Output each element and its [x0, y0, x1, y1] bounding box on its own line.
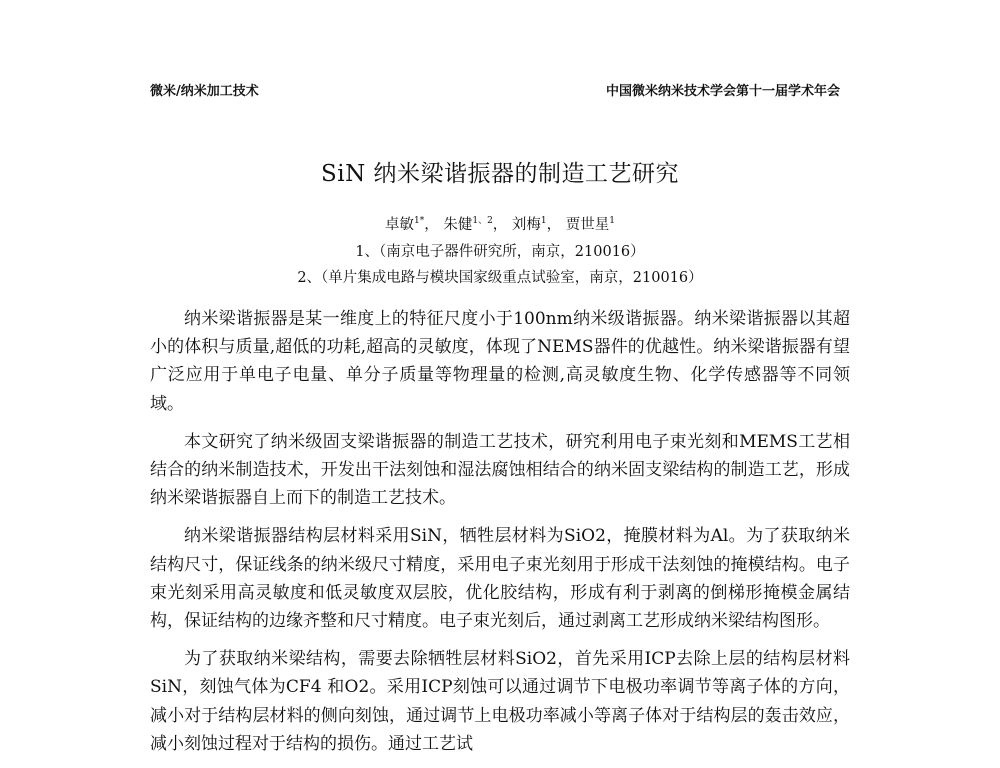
affiliation-1: 1、（南京电子器件研究所，南京，210016）: [355, 244, 645, 260]
author-separator: ，: [546, 217, 562, 233]
body-text: [150, 305, 850, 768]
author-affiliation-mark: 1: [609, 216, 615, 227]
author-name: 贾世星: [565, 217, 610, 233]
author-name: 卓敏: [385, 217, 414, 233]
author-separator: ，: [424, 217, 439, 233]
running-header: [150, 80, 840, 100]
author-affiliation-mark: 1、2: [472, 216, 493, 227]
paragraph: 本文研究了纳米级固支梁谐振器的制造工艺技术，研究利用电子束光刻和MEMS工艺相结合的纳米制造技术，开发出干法刻蚀和湿法腐蚀相结合的纳米固支梁结构的制造工艺，形成纳米梁谐振器自上而下的制造工艺技术。: [150, 431, 850, 509]
author-affiliation-mark: 1: [540, 216, 547, 227]
paragraph: 纳米梁谐振器是某一维度上的特征尺度小于100nm纳米级谐振器。纳米梁谐振器以其超小的体积与质量,超低的功耗,超高的灵敏度，体现了NEMS器件的优越性。纳米梁谐振器有望广泛应用于单电子电量、单分子质量等物理量的检测,高灵敏度生物、化学传感器等不同领域。: [150, 309, 850, 414]
affiliation-2: 2、（单片集成电路与模块国家级重点试验室，南京，210016）: [297, 270, 703, 286]
author-separator: ，: [492, 217, 508, 233]
author-list: [0, 213, 1000, 234]
header-conference-name: 中国微米纳米技术学会第十一届学术年会: [605, 84, 840, 99]
paragraph: 纳米梁谐振器结构层材料采用SiN，牺牲层材料为SiO2，掩膜材料为Al。为了获取纳米结构尺寸，保证线条的纳米级尺寸精度，采用电子束光刻用于形成干法刻蚀的掩模结构。电子束光刻采用高灵敏度和低灵敏度双层胶，优化胶结构，形成有利于剥离的倒梯形掩模金属结构，保证结构的边缘齐整和尺寸精度。电子束光刻后，通过剥离工艺形成纳米梁结构图形。: [150, 526, 850, 632]
paragraph: 为了获取纳米梁结构，需要去除牺牲层材料SiO2，首先采用ICP去除上层的结构层材料SiN，刻蚀气体为CF4 和O2。采用ICP刻蚀可以通过调节下电极功率调节等离子体的方向，减小对于结构层材料的侧向刻蚀，通过调节上电极功率减小等离子体对于结构层的轰击效应，减小刻蚀过程对于结构的损伤。通过工艺试: [150, 649, 850, 754]
paper-title: SiN 纳米梁谐振器的制造工艺研究: [320, 161, 680, 187]
author-affiliation-mark: 1*: [414, 216, 425, 227]
author-name: 朱健: [443, 217, 473, 233]
header-section-label: 微米/纳米加工技术: [150, 84, 259, 99]
author-name: 刘梅: [511, 217, 541, 233]
